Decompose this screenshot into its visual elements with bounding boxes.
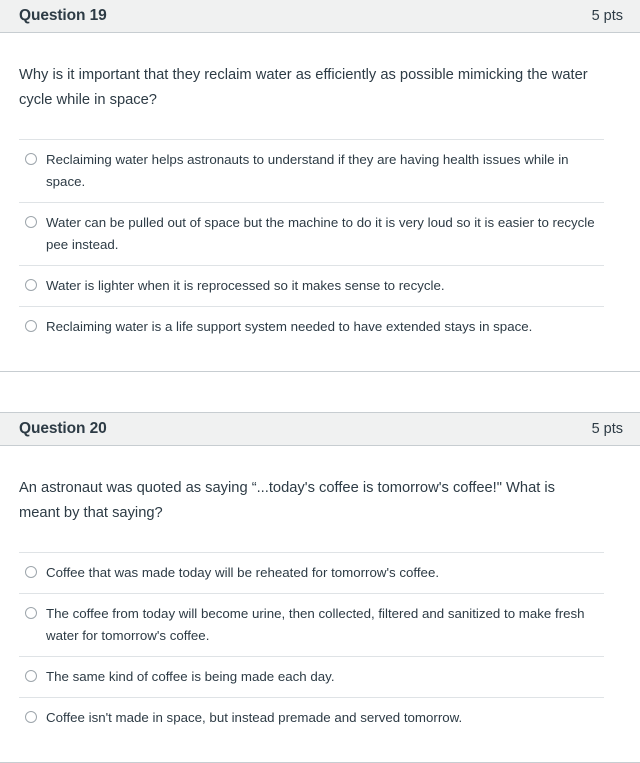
radio-button-icon[interactable]	[25, 711, 37, 723]
answer-option[interactable]	[19, 552, 604, 593]
question-points: 5 pts	[591, 421, 623, 437]
radio-button-icon[interactable]	[25, 607, 37, 619]
question-body	[0, 33, 640, 371]
answer-label: Coffee that was made today will be reheated for tomorrow's coffee.	[46, 565, 440, 580]
radio-button-icon[interactable]	[25, 566, 37, 578]
answer-label: The same kind of coffee is being made each day.	[46, 669, 335, 684]
answer-label: Reclaiming water helps astronauts to understand if they are having health issues while in space.	[46, 152, 569, 189]
radio-button-icon[interactable]	[25, 216, 37, 228]
block-spacer	[19, 347, 621, 361]
radio-button-icon[interactable]	[25, 320, 37, 332]
question-separator	[0, 372, 640, 412]
question-title: Question 20	[19, 420, 107, 437]
answers-list	[19, 552, 621, 738]
question-points: 5 pts	[591, 8, 623, 24]
question-header	[0, 0, 640, 33]
block-spacer	[19, 738, 621, 752]
answer-label: Reclaiming water is a life support system needed to have extended stays in space.	[46, 319, 533, 334]
answer-label: Water is lighter when it is reprocessed so it makes sense to recycle.	[46, 278, 445, 293]
question-block-20	[0, 412, 640, 763]
question-header	[0, 413, 640, 446]
answer-option[interactable]	[19, 202, 604, 265]
answers-list	[19, 139, 621, 347]
question-block-19	[0, 0, 640, 372]
answer-option[interactable]	[19, 265, 604, 306]
answer-option[interactable]	[19, 697, 604, 738]
answer-label: Water can be pulled out of space but the machine to do it is very loud so it is easier to recycle pee instead.	[46, 215, 595, 252]
radio-button-icon[interactable]	[25, 153, 37, 165]
radio-button-icon[interactable]	[25, 670, 37, 682]
answer-label: The coffee from today will become urine, then collected, filtered and sanitized to make fresh water for tomorrow's coffee.	[46, 606, 585, 643]
question-body	[0, 446, 640, 762]
radio-button-icon[interactable]	[25, 279, 37, 291]
answer-option[interactable]	[19, 656, 604, 697]
answer-option[interactable]	[19, 306, 604, 347]
question-text: An astronaut was quoted as saying “...today's coffee is tomorrow's coffee!" What is meant by that saying?	[19, 480, 556, 521]
answer-option[interactable]	[19, 139, 604, 202]
question-text: Why is it important that they reclaim water as efficiently as possible mimicking the water cycle while in space?	[19, 67, 588, 108]
question-title: Question 19	[19, 7, 107, 24]
answer-option[interactable]	[19, 593, 604, 656]
answer-label: Coffee isn't made in space, but instead premade and served tomorrow.	[46, 710, 463, 725]
